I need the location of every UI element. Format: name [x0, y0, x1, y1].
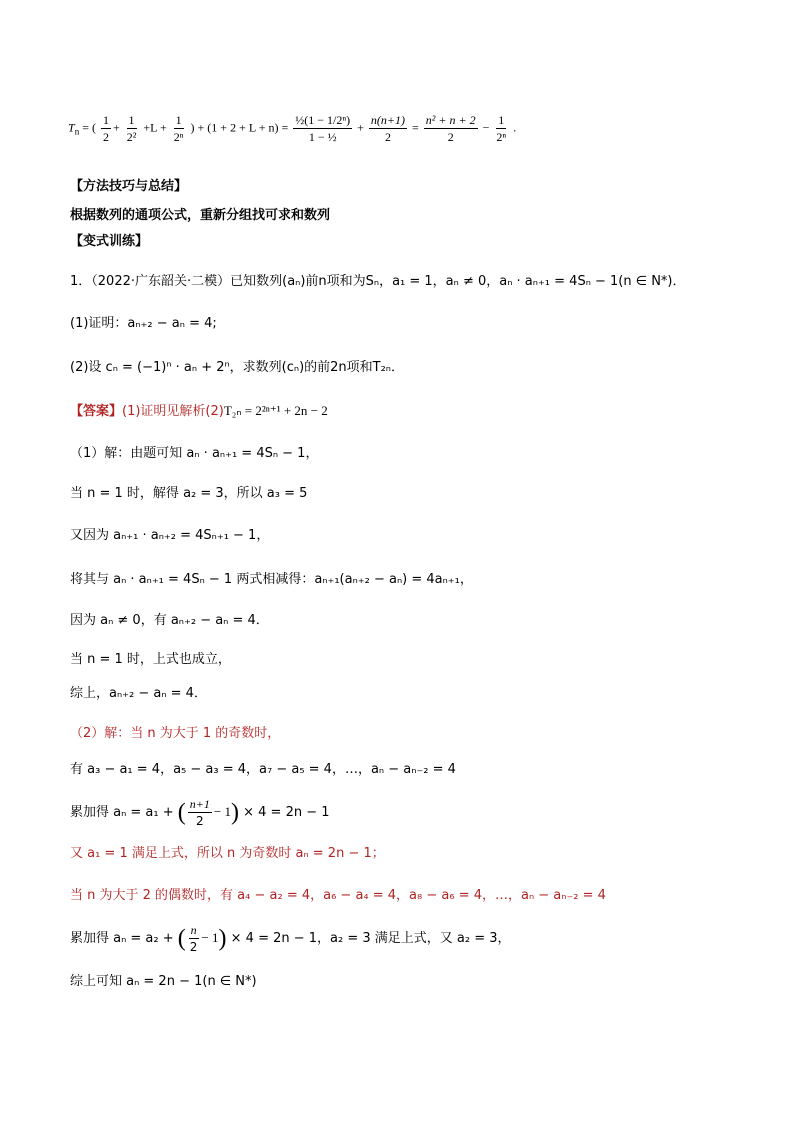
- solution-step-11: 又 a₁ = 1 满足上式，所以 n 为奇数时 aₙ = 2n − 1；: [70, 846, 385, 861]
- solution-step-12: 当 n 为大于 2 的偶数时，有 a₄ − a₂ = 4，a₆ − a₄ = 4，a₈ − a₆ = 4，…，aₙ − aₙ₋₂ = 4: [70, 888, 606, 903]
- formula-top: $T_n$ = ( $\frac{1}{2}$ + $\frac{1}{\text{2²}}$ +L + $\frac{1}{\text{2ⁿ}}$ ) + (1 + 2 + L + n) = $\frac{\text{½(1 − 1/2ⁿ)}}{\text{1 − ½}}$ + $\frac{n(n+1)}{2}$ = $\frac{\text{n² + n + 2}}{2}$ − $\frac{1}{\text{2ⁿ}}$ .: [68, 113, 517, 144]
- answer-line: [70, 401, 328, 422]
- solution-step-6: 当 n = 1 时，上式也成立，: [70, 652, 231, 667]
- solution-step-4: 将其与 aₙ · aₙ₊₁ = 4Sₙ − 1 两式相减得：aₙ₊₁(aₙ₊₂ − aₙ) = 4aₙ₊₁，: [70, 572, 473, 587]
- solution-step-3: 又因为 aₙ₊₁ · aₙ₊₂ = 4Sₙ₊₁ − 1，: [70, 528, 270, 543]
- method-text: 根据数列的通项公式，重新分组找可求和数列: [70, 208, 331, 223]
- answer-formula: T₂ₙ = 2²ⁿ⁺¹ + 2n − 2: [223, 403, 328, 418]
- solution-step-1: （1）解：由题可知 aₙ · aₙ₊₁ = 4Sₙ − 1，: [70, 446, 319, 461]
- solution-step-2: 当 n = 1 时，解得 a₂ = 3，所以 a₃ = 5: [70, 486, 308, 501]
- solution-step-13: 累加得 aₙ = a₂ + ( $\frac{n}{2}$ − 1) × 4 = 2n − 1，a₂ = 3 满足上式，又 a₂ = 3，: [70, 923, 511, 954]
- formula-lhs: T: [68, 120, 75, 135]
- solution-step-14: 综上可知 aₙ = 2n − 1(n ∈ N*): [70, 974, 257, 989]
- answer-label: 【答案】: [70, 404, 123, 419]
- problem-statement: 1．（2022·广东韶关·二模）已知数列(aₙ)前n项和为Sₙ，a₁ = 1，aₙ ≠ 0，aₙ · aₙ₊₁ = 4Sₙ − 1(n ∈ N*)．: [70, 274, 686, 289]
- solution-step-10: 累加得 aₙ = a₁ + ( $\frac{n+1}{2}$ − 1) × 4 = 2n − 1: [70, 797, 330, 828]
- problem-part1: (1)证明：aₙ₊₂ − aₙ = 4;: [70, 316, 217, 331]
- solution-step-5: 因为 aₙ ≠ 0，有 aₙ₊₂ − aₙ = 4．: [70, 613, 269, 628]
- solution-step-8: （2）解：当 n 为大于 1 的奇数时，: [70, 726, 281, 741]
- heading-practice: 【变式训练】: [70, 234, 149, 249]
- solution-step-7: 综上，aₙ₊₂ − aₙ = 4．: [70, 686, 207, 701]
- heading-method: 【方法技巧与总结】: [70, 179, 188, 194]
- problem-part2: (2)设 cₙ = (−1)ⁿ · aₙ + 2ⁿ，求数列(cₙ)的前2n项和T₂ₙ．: [70, 360, 404, 375]
- answer-text: (1)证明见解析(2): [122, 404, 224, 419]
- solution-step-9: 有 a₃ − a₁ = 4，a₅ − a₃ = 4，a₇ − a₅ = 4，…，aₙ − aₙ₋₂ = 4: [70, 762, 456, 777]
